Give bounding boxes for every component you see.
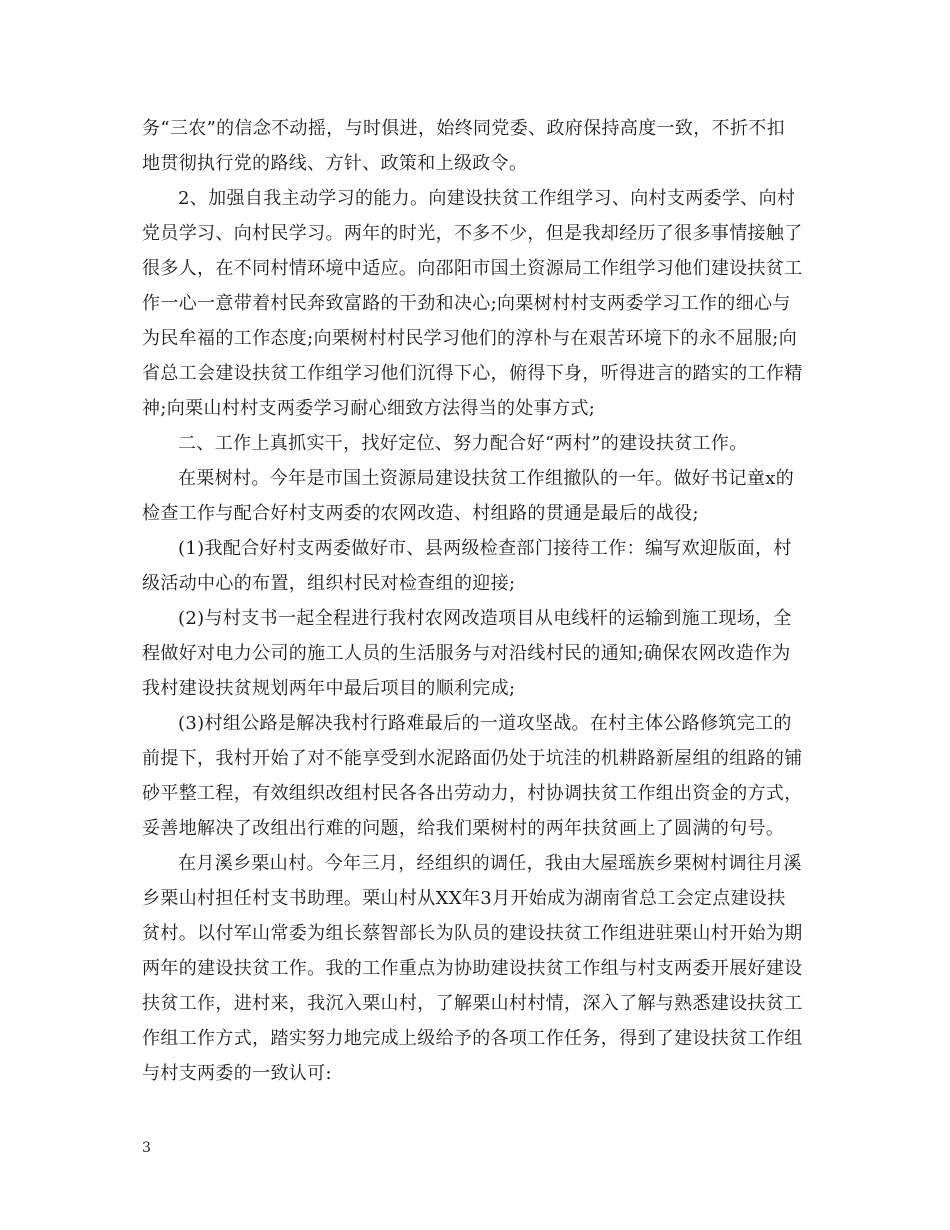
text-line: (3)村组公路是解决我村行路难最后的一道攻坚战。在村主体公路修筑完工的 (178, 713, 792, 734)
paragraph-2 (142, 181, 812, 426)
text-line: 与村支两委的一致认可: (142, 1063, 332, 1084)
text-line: 在栗树村。今年是市国土资源局建设扶贫工作组撤队的一年。做好书记童x的 (178, 468, 795, 489)
text-line: 妥善地解决了改组出行难的问题，给我们栗树村的两年扶贫画上了圆满的句号。 (142, 818, 785, 839)
list-item-1 (142, 531, 812, 601)
text-line: 砂平整工程，有效组织改组村民各各出劳动力，村协调扶贫工作组出资金的方式， (142, 783, 803, 804)
text-line: 作组工作方式，踏实努力地完成上级给予的各项工作任务，得到了建设扶贫工作组 (142, 1028, 803, 1049)
text-line: 为民牟福的工作态度;向栗树村村民学习他们的淳朴与在艰苦环境下的永不屈服;向 (142, 328, 798, 349)
text-line: 作一心一意带着村民奔致富路的干劲和决心;向栗树村村支两委学习工作的细心与 (142, 293, 791, 314)
text-line: 检查工作与配合好村支两委的农网改造、村组路的贯通是最后的战役; (142, 503, 699, 524)
text-line: 在月溪乡栗山村。今年三月，经组织的调任，我由大屋瑶族乡栗树村调往月溪 (178, 853, 802, 874)
text-line: 神;向栗山村村支两委学习耐心细致方法得当的处事方式; (142, 398, 596, 419)
section-heading-2 (142, 426, 812, 461)
text-line: 扶贫工作，进村来，我沉入栗山村，了解栗山村村情，深入了解与熟悉建设扶贫工 (142, 993, 803, 1014)
text-line: (1)我配合好村支两委做好市、县两级检查部门接待工作：编写欢迎版面，村 (178, 538, 792, 559)
text-line: 级活动中心的布置，组织村民对检查组的迎接; (142, 573, 516, 594)
paragraph-lishan-village (142, 846, 812, 1091)
text-line: 党员学习、向村民学习。两年的时光，不多不少，但是我却经历了很多事情接触了 (142, 223, 803, 244)
text-line: 我村建设扶贫规划两年中最后项目的顺利完成; (142, 678, 516, 699)
list-item-2 (142, 601, 812, 706)
text-line: 贫村。以付军山常委为组长蔡智部长为队员的建设扶贫工作组进驻栗山村开始为期 (142, 923, 803, 944)
text-line: 程做好对电力公司的施工人员的生活服务与对沿线村民的通知;确保农网改造作为 (142, 643, 791, 664)
text-line: 很多人，在不同村情环境中适应。向邵阳市国土资源局工作组学习他们建设扶贫工 (142, 258, 803, 279)
text-line: 省总工会建设扶贫工作组学习他们沉得下心，俯得下身，听得进言的踏实的工作精 (142, 363, 803, 384)
text-line: 二、工作上真抓实干，找好定位、努力配合好“两村”的建设扶贫工作。 (178, 433, 748, 454)
text-line: 前提下，我村开始了对不能享受到水泥路面仍处于坑洼的机耕路新屋组的组路的铺 (142, 748, 803, 769)
list-item-3 (142, 706, 812, 846)
document-body (142, 111, 812, 1091)
text-line: 乡栗山村担任村支书助理。栗山村从XX年3月开始成为湖南省总工会定点建设扶 (142, 888, 786, 909)
text-line: 两年的建设扶贫工作。我的工作重点为协助建设扶贫工作组与村支两委开展好建设 (142, 958, 803, 979)
text-line: (2)与村支书一起全程进行我村农网改造项目从电线杆的运输到施工现场，全 (178, 608, 792, 629)
paragraph-lishu-village (142, 461, 812, 531)
text-line: 务“三农”的信念不动摇，与时俱进，始终同党委、政府保持高度一致，不折不扣 (142, 118, 786, 139)
paragraph-1 (142, 111, 812, 181)
text-line: 地贯彻执行党的路线、方针、政策和上级政令。 (142, 153, 528, 174)
page-number: 3 (142, 1140, 151, 1156)
text-line: 2、加强自我主动学习的能力。向建设扶贫工作组学习、向村支两委学、向村 (178, 188, 796, 209)
